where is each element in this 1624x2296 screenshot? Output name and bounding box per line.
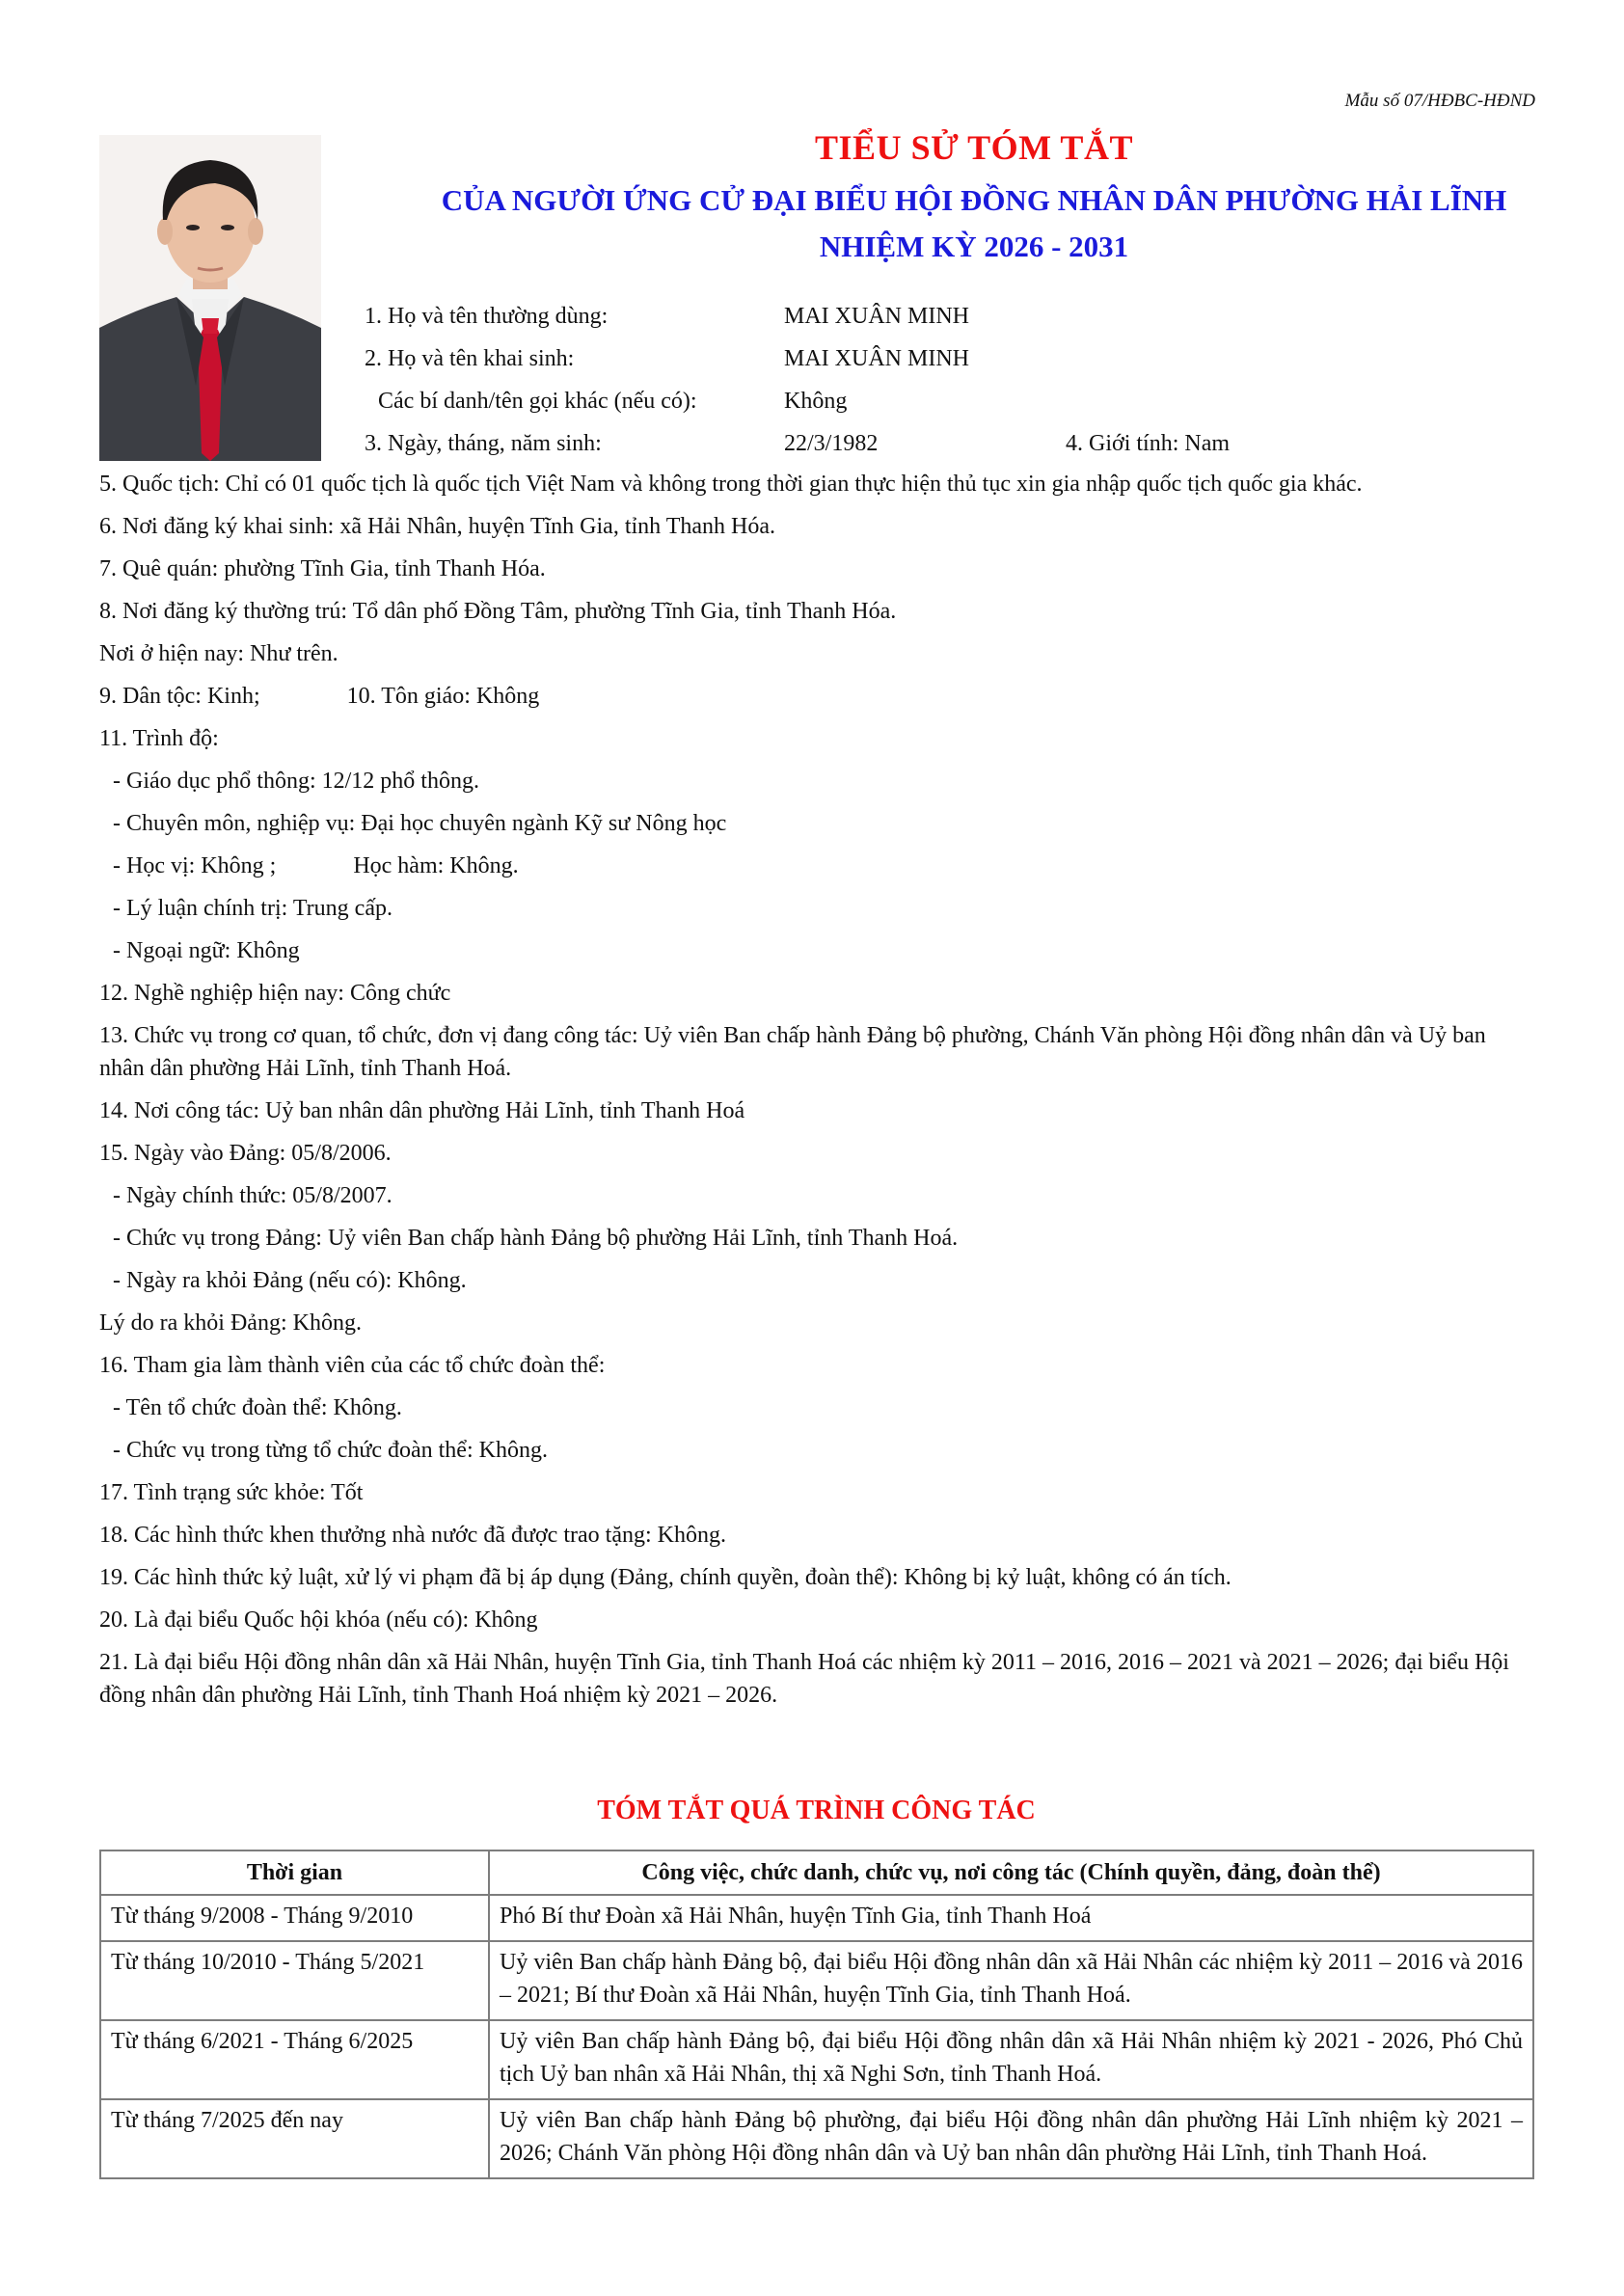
- table-row: [100, 2099, 1533, 2178]
- item-ethnicity-religion: [99, 675, 1536, 717]
- field-value: 22/3/1982: [784, 431, 879, 456]
- item-degree: - Học vị: Không ;: [113, 853, 277, 878]
- form-code: Mẫu số 07/HĐBC-HĐND: [1344, 91, 1535, 111]
- item-organization-role: - Chức vụ trong từng tổ chức đoàn thể: Không.: [113, 1438, 548, 1463]
- item-professional: - Chuyên môn, nghiệp vụ: Đại học chuyên ngành Kỹ sư Nông học: [113, 811, 727, 836]
- document-subtitle: CỦA NGƯỜI ỨNG CỬ ĐẠI BIỂU HỘI ĐỒNG NHÂN DÂN PHƯỜNG HẢI LĨNH: [441, 183, 1507, 217]
- cell-period: Từ tháng 7/2025 đến nay: [100, 2099, 489, 2178]
- field-label: Các bí danh/tên gọi khác (nếu có):: [378, 389, 697, 414]
- column-header-period: Thời gian: [100, 1850, 489, 1895]
- field-label: 3. Ngày, tháng, năm sinh:: [365, 431, 602, 456]
- document-term: NHIỆM KỲ 2026 - 2031: [819, 230, 1129, 263]
- item-permanent-residence: 8. Nơi đăng ký thường trú: Tổ dân phố Đồng Tâm, phường Tĩnh Gia, tỉnh Thanh Hóa.: [99, 599, 897, 624]
- item-ethnicity: 9. Dân tộc: Kinh;: [99, 684, 260, 709]
- field-value: Không: [784, 389, 848, 414]
- column-header-detail: Công việc, chức danh, chức vụ, nơi công tác (Chính quyền, đảng, đoàn thể): [489, 1850, 1533, 1895]
- biography-items: [99, 463, 1536, 1716]
- item-health: 17. Tình trạng sức khỏe: Tốt: [99, 1480, 364, 1505]
- field-gender: 4. Giới tính: Nam: [1066, 431, 1231, 456]
- item-party-leave-reason: Lý do ra khỏi Đảng: Không.: [99, 1310, 362, 1336]
- table-header-row: [100, 1850, 1533, 1895]
- field-value: MAI XUÂN MINH: [784, 304, 969, 329]
- candidate-portrait-photo: [99, 135, 321, 461]
- table-row: [100, 1895, 1533, 1941]
- item-position: 13. Chức vụ trong cơ quan, tổ chức, đơn vị đang công tác: Uỷ viên Ban chấp hành Đảng bộ phường, Chánh Văn phòng Hội đồng nhân dân và Uỷ ban nhân dân phường Hải Lĩnh, tỉnh Thanh Hoá.: [99, 1023, 1486, 1081]
- item-organizations-heading: 16. Tham gia làm thành viên của các tổ chức đoàn thể:: [99, 1353, 606, 1378]
- item-hometown: 7. Quê quán: phường Tĩnh Gia, tỉnh Thanh Hóa.: [99, 556, 546, 581]
- item-party-join-date: 15. Ngày vào Đảng: 05/8/2006.: [99, 1141, 392, 1166]
- item-political-theory: - Lý luận chính trị: Trung cấp.: [113, 896, 392, 921]
- item-discipline: 19. Các hình thức kỷ luật, xử lý vi phạm đã bị áp dụng (Đảng, chính quyền, đoàn thể): Không bị kỷ luật, không có án tích.: [99, 1565, 1232, 1590]
- cell-period: Từ tháng 9/2008 - Tháng 9/2010: [100, 1895, 489, 1941]
- cell-period: Từ tháng 6/2021 - Tháng 6/2025: [100, 2020, 489, 2099]
- item-national-assembly: 20. Là đại biểu Quốc hội khóa (nếu có): Không: [99, 1607, 538, 1633]
- item-workplace: 14. Nơi công tác: Uỷ ban nhân dân phường Hải Lĩnh, tỉnh Thanh Hoá: [99, 1098, 745, 1123]
- item-awards: 18. Các hình thức khen thưởng nhà nước đã được trao tặng: Không.: [99, 1523, 726, 1548]
- item-occupation: 12. Nghề nghiệp hiện nay: Công chức: [99, 981, 451, 1006]
- item-religion: 10. Tôn giáo: Không: [346, 684, 540, 709]
- cell-detail: Uỷ viên Ban chấp hành Đảng bộ, đại biểu Hội đồng nhân dân xã Hải Nhân các nhiệm kỳ 2011 – 2016 và 2016 – 2021; Bí thư Đoàn xã Hải Nhân, huyện Tĩnh Gia, tỉnh Thanh Hoá.: [489, 1941, 1533, 2020]
- item-organization-name: - Tên tổ chức đoàn thể: Không.: [113, 1395, 402, 1420]
- item-party-leave-date: - Ngày ra khỏi Đảng (nếu có): Không.: [113, 1268, 467, 1293]
- item-current-residence: Nơi ở hiện nay: Như trên.: [99, 641, 338, 666]
- item-academic-title: Học hàm: Không.: [353, 853, 519, 878]
- field-label: 2. Họ và tên khai sinh:: [365, 346, 575, 371]
- field-label: 1. Họ và tên thường dùng:: [365, 304, 609, 329]
- cell-detail: Uỷ viên Ban chấp hành Đảng bộ phường, đại biểu Hội đồng nhân dân phường Hải Lĩnh nhiệm kỳ 2021 – 2026; Chánh Văn phòng Hội đồng nhân dân và Uỷ ban nhân dân phường Hải Lĩnh, tỉnh Thanh Hoá.: [489, 2099, 1533, 2178]
- work-history-table: [99, 1850, 1534, 2179]
- field-value: MAI XUÂN MINH: [784, 346, 969, 371]
- document-title: TIỂU SỬ TÓM TẮT: [815, 128, 1133, 167]
- table-row: [100, 2020, 1533, 2099]
- work-history-title: TÓM TẮT QUÁ TRÌNH CÔNG TÁC: [597, 1796, 1036, 1825]
- item-education-heading: 11. Trình độ:: [99, 726, 219, 751]
- cell-detail: Uỷ viên Ban chấp hành Đảng bộ, đại biểu Hội đồng nhân dân xã Hải Nhân nhiệm kỳ 2021 - 2026, Phó Chủ tịch Uỷ ban nhân xã Hải Nhân, thị xã Nghi Sơn, tỉnh Thanh Hoá.: [489, 2020, 1533, 2099]
- cell-period: Từ tháng 10/2010 - Tháng 5/2021: [100, 1941, 489, 2020]
- item-degree-title: [99, 845, 1536, 887]
- item-foreign-language: - Ngoại ngữ: Không: [113, 938, 300, 963]
- item-party-position: - Chức vụ trong Đảng: Uỷ viên Ban chấp hành Đảng bộ phường Hải Lĩnh, tỉnh Thanh Hoá.: [113, 1226, 959, 1251]
- item-general-education: - Giáo dục phổ thông: 12/12 phổ thông.: [113, 769, 479, 794]
- item-birth-registration: 6. Nơi đăng ký khai sinh: xã Hải Nhân, huyện Tĩnh Gia, tỉnh Thanh Hóa.: [99, 514, 776, 539]
- item-nationality: 5. Quốc tịch: Chỉ có 01 quốc tịch là quốc tịch Việt Nam và không trong thời gian thực hiện thủ tục xin gia nhập quốc tịch quốc gia khác.: [99, 472, 1363, 497]
- item-party-official-date: - Ngày chính thức: 05/8/2007.: [113, 1183, 392, 1208]
- cell-detail: Phó Bí thư Đoàn xã Hải Nhân, huyện Tĩnh Gia, tỉnh Thanh Hoá: [489, 1895, 1533, 1941]
- table-row: [100, 1941, 1533, 2020]
- item-council-terms: 21. Là đại biểu Hội đồng nhân dân xã Hải Nhân, huyện Tĩnh Gia, tỉnh Thanh Hoá các nhiệm kỳ 2011 – 2016, 2016 – 2021 và 2021 – 2026; đại biểu Hội đồng nhân dân phường Hải Lĩnh, tỉnh Thanh Hoá nhiệm kỳ 2021 – 2026.: [99, 1650, 1509, 1708]
